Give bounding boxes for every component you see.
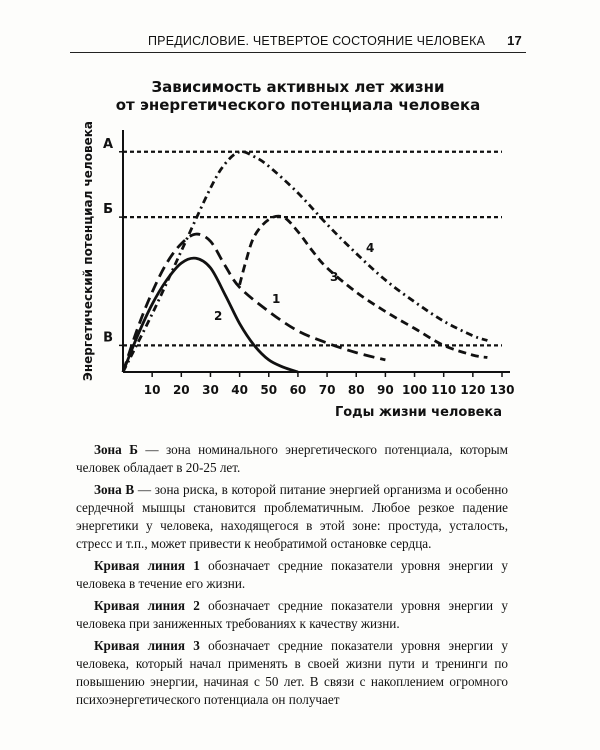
curve-label-2: 2 xyxy=(214,309,223,323)
figure-title xyxy=(70,78,526,114)
x-tick-label-20: 20 xyxy=(172,383,190,397)
curve-label-1: 1 xyxy=(272,292,281,306)
curve-label-3: 3 xyxy=(330,270,339,284)
paragraph-curve-2 xyxy=(76,597,508,633)
x-tick-label-70: 70 xyxy=(318,383,336,397)
x-tick-label-40: 40 xyxy=(231,383,248,397)
curve-1 xyxy=(123,234,385,372)
paragraph-zone-v-text: — зона риска, в которой питание энергией организма и особенно сердечной мышцы становится проблематичным. Любое резкое падение энергетики у человека, находящегося в этой зоне: простуда, усталость, стресс и т.п., может привести к необратимой остановке сердца. xyxy=(76,482,508,551)
term-curve-1: Кривая линия 1 xyxy=(94,558,200,573)
energy-chart xyxy=(0,120,600,430)
figure-title-line1: Зависимость активных лет жизни xyxy=(151,78,445,96)
x-tick-label-30: 30 xyxy=(202,383,219,397)
paragraph-curve-1 xyxy=(76,557,508,593)
x-tick-label-50: 50 xyxy=(260,383,278,397)
body-text xyxy=(76,441,508,713)
term-zone-v: Зона В xyxy=(94,482,135,497)
term-zone-b: Зона Б xyxy=(94,442,138,457)
x-axis-title: Годы жизни человека xyxy=(334,405,502,420)
x-tick-label-100: 100 xyxy=(402,383,428,397)
level-label-2: Б xyxy=(103,202,113,218)
x-tick-label-110: 110 xyxy=(431,383,457,397)
level-label-1: А xyxy=(102,136,113,152)
paragraph-curve-1-text: обозначает средние показатели уровня энергии у человека в течение его жизни. xyxy=(76,558,508,591)
paragraph-curve-3 xyxy=(76,637,508,709)
paragraph-zone-b xyxy=(76,441,508,477)
figure-title-line2: от энергетического потенциала человека xyxy=(115,96,481,114)
running-header xyxy=(70,30,526,53)
page-number: 17 xyxy=(507,33,522,48)
term-curve-3: Кривая линия 3 xyxy=(94,638,200,653)
curve-label-4: 4 xyxy=(366,241,375,255)
curve-4 xyxy=(123,152,487,372)
paragraph-zone-v xyxy=(76,481,508,553)
running-header-title: ПРЕДИСЛОВИЕ. ЧЕТВЕРТОЕ СОСТОЯНИЕ ЧЕЛОВЕКА xyxy=(148,34,486,48)
paragraph-curve-3-text: обозначает средние показатели уровня энергии у человека, который начал применять в своей жизни пути и тренинги по повышению энергии, начиная с 50 лет. В связи с накоплением огромного психоэнергетического потенциала он получает xyxy=(76,638,508,707)
level-label-3: В xyxy=(103,330,113,346)
x-tick-label-130: 130 xyxy=(489,383,515,397)
x-tick-label-10: 10 xyxy=(143,383,161,397)
term-curve-2: Кривая линия 2 xyxy=(94,598,200,613)
x-tick-label-80: 80 xyxy=(347,383,365,397)
x-tick-label-90: 90 xyxy=(377,383,394,397)
curve-3 xyxy=(240,216,488,357)
y-axis-title: Энергетический потенциал человека xyxy=(81,121,95,381)
paragraph-zone-b-text: — зона номинального энергетического потенциала, которым человек обладает в 20-25 лет. xyxy=(76,442,508,475)
paragraph-curve-2-text: обозначает средние показатели уровня энергии у человека при заниженных требованиях к качеству жизни. xyxy=(76,598,508,631)
x-tick-label-60: 60 xyxy=(289,383,307,397)
x-tick-label-120: 120 xyxy=(460,383,486,397)
